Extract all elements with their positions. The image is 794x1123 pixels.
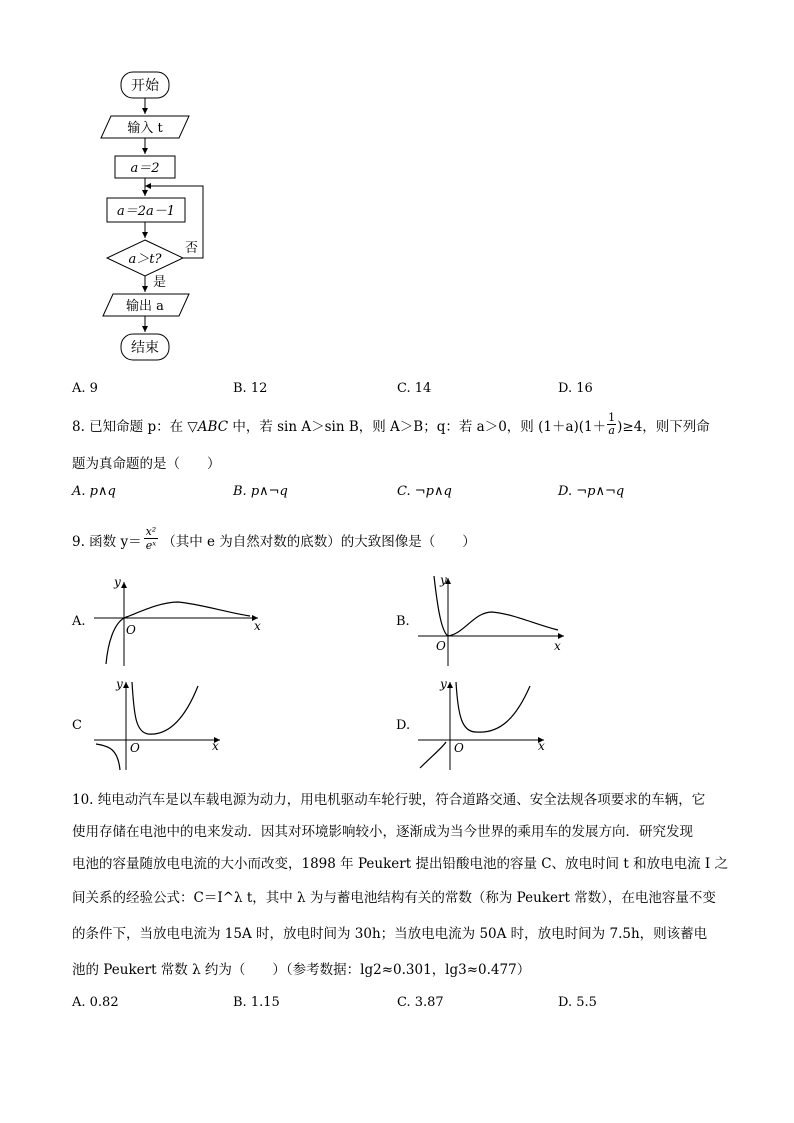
q9-option-d-label[interactable]: D. — [396, 718, 411, 733]
q10-line-1: 10. 纯电动汽车是以车载电源为动力，用电机驱动车轮行驶，符合道路交通、安全法规各项要求的车辆，它 — [72, 792, 706, 808]
q8-option-c[interactable]: C. ¬p∧q — [397, 484, 452, 499]
flow-yes-label: 是 — [153, 275, 167, 290]
q8-option-a[interactable]: A. p∧q — [72, 484, 116, 499]
q9-graph-d[interactable] — [414, 676, 554, 772]
flow-start-text: 开始 — [131, 78, 159, 94]
q9-c-origin: O — [130, 741, 140, 755]
q8-frac-num: 1 — [608, 411, 616, 424]
q10-line-5: 的条件下，当放电电流为 15A 时，放电时间为 30h；当放电电流为 50A 时，放电时间为 7.5h，则该蓄电 — [72, 926, 708, 942]
q9-graph-a[interactable] — [90, 572, 270, 668]
q9-frac-den: eˣ — [145, 539, 157, 552]
q7-option-b[interactable]: B. 12 — [233, 381, 268, 396]
q10-line-6: 池的 Peukert 常数 λ 约为（ ）（参考数据：lg2≈0.301，lg3≈0.477） — [72, 962, 531, 978]
flow-end-text: 结束 — [131, 340, 159, 356]
q9-option-b-label[interactable]: B. — [396, 614, 410, 629]
flow-decision-text: a＞t? — [128, 252, 162, 267]
q7-option-a[interactable]: A. 9 — [72, 381, 98, 396]
q8-triangle: ▽ABC — [187, 419, 229, 435]
q9-c-axis-y: y — [116, 677, 123, 691]
q10-line-3: 电池的容量随放电电流的大小而改变，1898 年 Peukert 提出铅酸电池的容量 C、放电时间 t 和放电电流 I 之 — [72, 856, 728, 872]
flow-step1-text: a＝2 — [130, 161, 160, 176]
q10-line-4: 间关系的经验公式：C＝I^λ t，其中 λ 为与蓄电池结构有关的常数（称为 Peukert 常数），在电池容量不变 — [72, 890, 716, 906]
q9-frac-num: x² — [145, 525, 157, 538]
q10-option-a[interactable]: A. 0.82 — [72, 995, 119, 1010]
q9-b-axis-y: y — [440, 573, 447, 587]
q9-fraction — [144, 525, 159, 552]
q9-suffix: （其中 e 为自然对数的底数）的大致图像是（ ） — [162, 534, 476, 550]
q8-fraction — [607, 412, 616, 437]
q8-frac-den: a — [608, 424, 615, 437]
q7-option-d[interactable]: D. 16 — [558, 381, 593, 396]
q8-text-b: 中，若 sin A＞sin B，则 A＞B；q：若 a＞0，则 (1＋a)(1＋ — [228, 419, 607, 435]
flowchart — [95, 68, 225, 368]
q9-d-origin: O — [454, 741, 464, 755]
q10-option-d[interactable]: D. 5.5 — [558, 995, 597, 1010]
q8-option-b[interactable]: B. p∧¬q — [233, 484, 288, 499]
q9-prefix: 9. 函数 y＝ — [72, 534, 142, 550]
q8-line1 — [72, 411, 710, 437]
q9-a-origin: O — [126, 623, 136, 637]
flow-no-label: 否 — [185, 241, 199, 256]
q9-a-axis-y: y — [114, 575, 121, 589]
q9-stem — [72, 525, 476, 552]
q7-option-c[interactable]: C. 14 — [397, 381, 432, 396]
q9-option-a-label[interactable]: A. — [72, 614, 86, 629]
q10-option-c[interactable]: C. 3.87 — [397, 995, 444, 1010]
q9-b-origin: O — [436, 639, 446, 653]
q8-option-d[interactable]: D. ¬p∧¬q — [558, 484, 625, 499]
q9-graph-c[interactable] — [90, 676, 230, 772]
q10-option-b[interactable]: B. 1.15 — [233, 995, 280, 1010]
q8-text-c: )≥4，则下列命 — [617, 419, 710, 435]
q10-line-2: 使用存储在电池中的电来发动．因其对环境影响较小，逐渐成为当今世界的乘用车的发展方向．研究发现 — [72, 824, 693, 840]
flow-step2-text: a＝2a－1 — [116, 204, 176, 219]
q9-option-c-label[interactable]: C — [72, 718, 82, 733]
q8-line2: 题为真命题的是（ ） — [72, 456, 221, 472]
q8-text-a: 8. 已知命题 p：在 — [72, 419, 188, 435]
q9-d-axis-y: y — [440, 677, 447, 691]
flow-input-text: 输入 t — [127, 121, 163, 136]
q9-d-axis-x: x — [538, 739, 545, 753]
q9-b-axis-x: x — [554, 639, 561, 653]
q9-a-axis-x: x — [254, 619, 261, 633]
q9-c-axis-x: x — [212, 739, 219, 753]
flow-output-text: 输出 a — [126, 299, 164, 314]
q9-graph-b[interactable] — [414, 572, 574, 668]
